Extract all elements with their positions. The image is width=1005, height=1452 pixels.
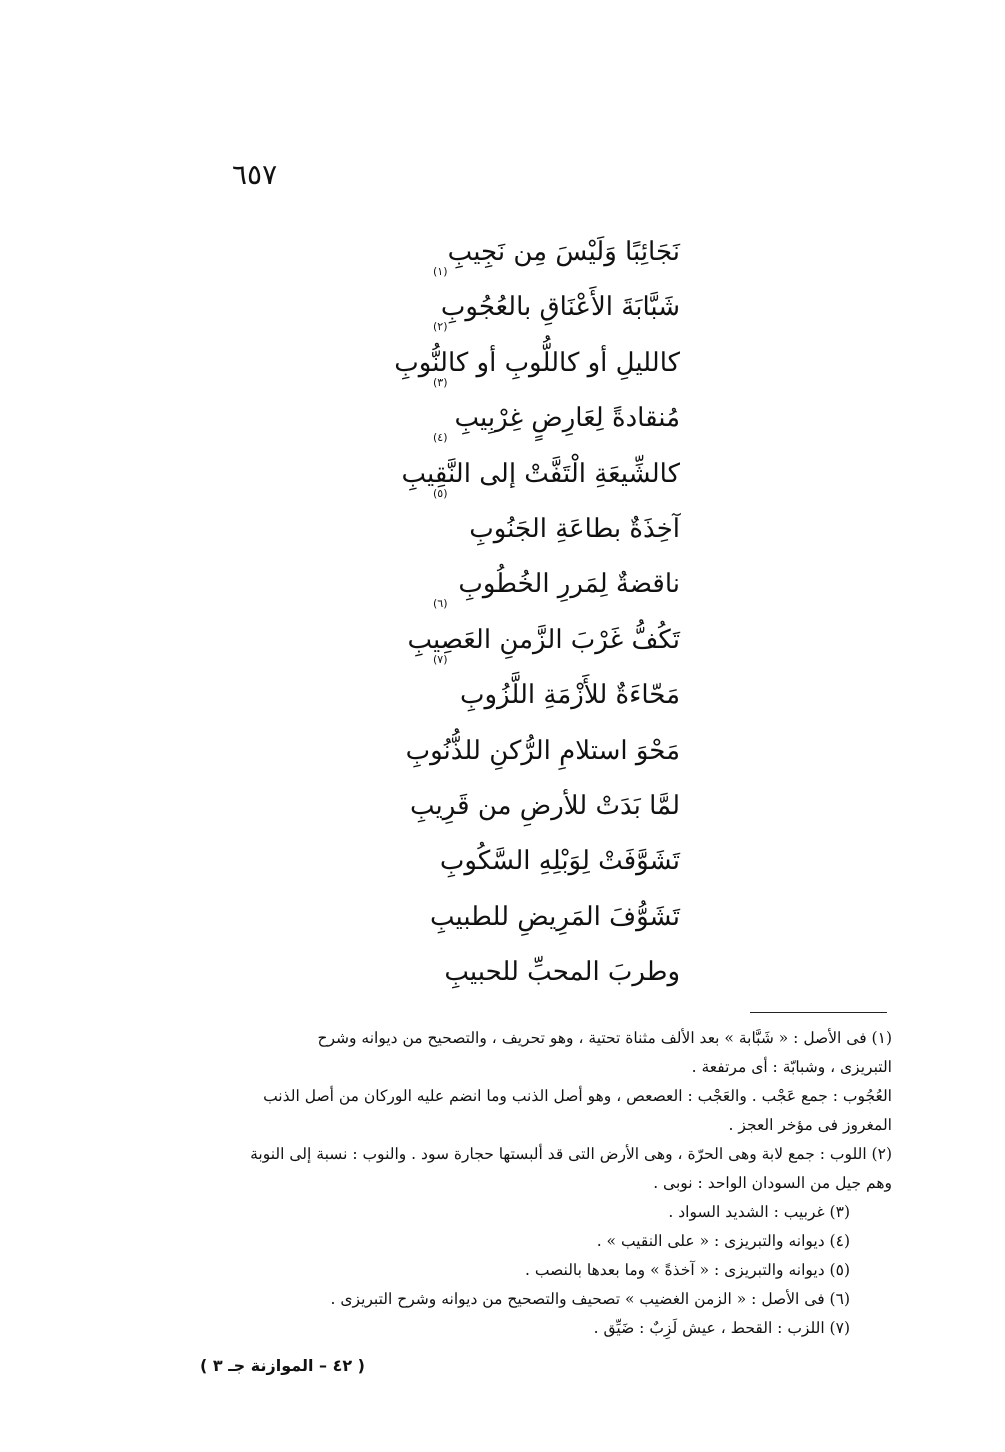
verse-text: تَشَوُّفَ المَرِيضِ للطبيبِ: [429, 901, 680, 932]
verse-line: [395, 232, 680, 287]
footnote-marker: (٣): [433, 375, 448, 389]
verse-line: [395, 897, 680, 952]
verse-text: مَحّاءَةٌ للأَزْمَةِ اللَّزُوبِ: [460, 680, 680, 711]
verse-line: [395, 564, 680, 619]
verse-text: تَشَوَّفَتْ لِوَبْلِهِ السَّكُوبِ: [439, 846, 680, 877]
verse-line: [395, 398, 680, 453]
footnote-line: (٤) ديوانه والتبريزى : « على النقيب » .: [596, 1232, 850, 1250]
footnote-line: التبريزى ، وشبابّة : أى مرتفعة .: [691, 1058, 892, 1076]
footnote-line: (٥) ديوانه والتبريزى : « آخذةً » وما بعدها بالنصب .: [525, 1261, 850, 1279]
verse-line: [395, 841, 680, 896]
footnote-line: المغروز فى مؤخر العجز .: [728, 1116, 892, 1134]
footnote-line: وهم جيل من السودان الواحد : نوبى .: [653, 1174, 892, 1192]
footnotes: [180, 1024, 892, 1343]
footnote-marker: (١): [433, 265, 448, 278]
footnote-line: (٣) غربيب : الشديد السواد .: [668, 1203, 850, 1221]
verse-text: نَجَائِبًا وَلَيْسَ مِن نَجِيبِ: [447, 237, 680, 267]
footnote-line: (١) فى الأصل : « شَبَّابة » بعد الألف مثناة تحتية ، وهو تحريف ، والتصحيح من ديوانه وشرح: [317, 1029, 892, 1047]
footnote-marker: (٢): [433, 320, 448, 334]
verse-line: [395, 952, 680, 1007]
verse-line: [395, 675, 680, 730]
verse-line: [395, 343, 680, 398]
verse-text: شَبَّابَةَ الأَعْنَاقِ بالعُجُوبِ: [440, 292, 680, 323]
page-number: ٦٥٧: [232, 158, 278, 191]
footnote-divider: [750, 1012, 887, 1013]
verse-text: آخِذَةٌ بطاعَةِ الجَنُوبِ: [469, 513, 680, 544]
verse-line: [395, 454, 680, 509]
footnote-marker: (٧): [433, 652, 448, 666]
verse-text: كالشِّيعَةِ الْتَفَّتْ إلى النَّقِيبِ: [401, 458, 680, 489]
poem-verses: [395, 232, 680, 1007]
page-footer: ( ٤٢ – الموازنة جـ ٣ ): [199, 1356, 365, 1375]
verse-line: [395, 287, 680, 342]
verse-text: ناقضةٌ لِمَررِ الخُطُوبِ: [458, 569, 680, 600]
verse-text: مُنقادةً لِعَارِضٍ غِرْبِيبِ: [454, 403, 680, 434]
footnote-marker: (٦): [433, 597, 448, 611]
verse-text: لمَّا بَدَتْ للأرضِ من قَرِيبِ: [410, 790, 680, 821]
verse-text: كالليلِ أو كاللُّوبِ أو كالنُّوبِ: [394, 347, 680, 378]
footnote-line: (٧) اللزب : القحط ، عيش لَزِبٌ : ضَيِّق .: [593, 1319, 850, 1337]
footnote-line: (٢) اللوب : جمع لابة وهى الحرّة ، وهى الأرض التى قد ألبستها حجارة سود . والنوب : نسبة إلى النوبة: [250, 1145, 892, 1163]
verse-line: [395, 731, 680, 786]
verse-line: [395, 620, 680, 675]
verse-text: مَحْوَ استلامِ الرُّكنِ للذُّنُوبِ: [405, 735, 680, 766]
verse-text: وطربَ المحبِّ للحبيبِ: [444, 957, 680, 988]
footnote-marker: (٥): [433, 486, 448, 500]
verse-line: [395, 786, 680, 841]
verse-line: [395, 509, 680, 564]
footnote-line: العُجُوب : جمع عَجْب . والعَجْب : العصعص ، وهو أصل الذنب وما انضم عليه الوركان من أصل الذنب: [263, 1087, 892, 1105]
verse-text: تَكُفُّ غَرْبَ الزَّمنِ العَصِيبِ: [407, 624, 680, 655]
footnote-marker: (٤): [433, 431, 448, 445]
footnote-line: (٦) فى الأصل : « الزمن الغضيب » تصحيف والتصحيح من ديوانه وشرح التبريزى .: [330, 1290, 850, 1308]
